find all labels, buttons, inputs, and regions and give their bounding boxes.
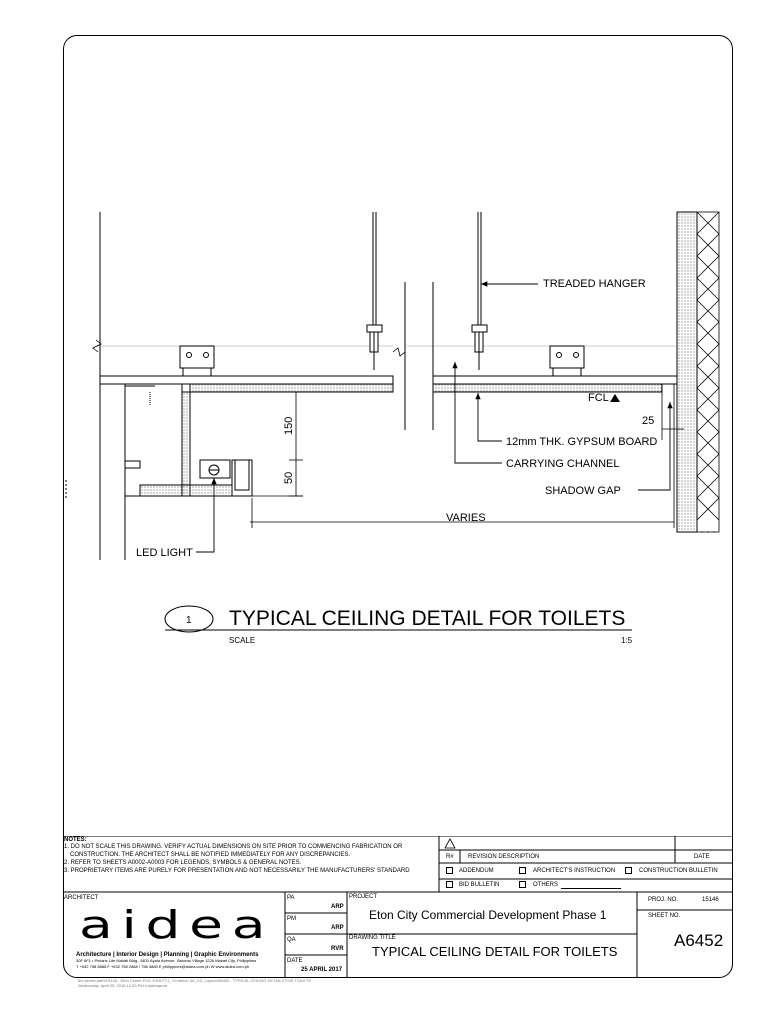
channel-clips bbox=[180, 346, 584, 376]
date-value: 25 APRIL 2017 bbox=[301, 967, 343, 973]
option-addendum: ADDENDUM bbox=[459, 868, 494, 874]
architect-contact: T +632 758 8888 F +632 758 2888 / 758 3889 E philippines@aidea.com.ph W www.aidea.com.ph bbox=[76, 964, 250, 969]
architect-label: ARCHITECT bbox=[64, 895, 99, 901]
detail-title-block bbox=[165, 606, 633, 645]
plot-timestamp-line: Wednesday, April 25, 2018 12:50 PM n.dalmapura bbox=[78, 983, 168, 988]
architect-tagline: Architecture | Interior Design | Planning | Graphic Environments bbox=[76, 952, 259, 958]
checkbox-bid-bulletin[interactable] bbox=[446, 881, 453, 888]
label-carrying-channel: CARRYING CHANNEL bbox=[506, 458, 620, 470]
project-name: Eton City Commercial Development Phase 1 bbox=[369, 908, 607, 922]
wall bbox=[677, 212, 719, 532]
dim-25: 25 bbox=[642, 415, 655, 427]
option-bid-bulletin: BID BULLETIN bbox=[459, 882, 500, 888]
qa-value: RVR bbox=[331, 946, 344, 952]
dim-150: 150 bbox=[283, 416, 295, 435]
fcl-marker-icon bbox=[610, 394, 620, 402]
aidea-logo: aidea bbox=[79, 903, 275, 947]
checkbox-construction-bulletin[interactable] bbox=[625, 867, 632, 874]
scale-label: SCALE bbox=[229, 636, 256, 645]
proj-no-label: PROJ. NO. bbox=[648, 897, 679, 903]
label-gypsum-board: 12mm THK. GYPSUM BOARD bbox=[506, 436, 658, 448]
notes-heading: NOTES: bbox=[64, 837, 87, 843]
file-path-line: the server path/15146 - Eton Center Ph1/ 2016 FT1_Y-Interior/ 46_CD_Layout/A6452 - TYPICAL CEILING DETAILS FOR TOILETS bbox=[78, 978, 312, 983]
proj-no-value: 15146 bbox=[702, 897, 719, 903]
note-line: 1. DO NOT SCALE THIS DRAWING. VERIFY ACTUAL DIMENSIONS ON SITE PRIOR TO COMMENCING FABRICATION OR bbox=[64, 844, 403, 850]
architect-address: 30F 6F1 • Pinlans Life Makati Bldg., 6811 Ayala Avenue, Salcedo Village 1226 Makati City, Philippines bbox=[76, 958, 257, 963]
file-path-footer bbox=[78, 978, 311, 988]
detail-title: TYPICAL CEILING DETAIL FOR TOILETS bbox=[229, 607, 626, 630]
checkbox-addendum[interactable] bbox=[446, 867, 453, 874]
sheet-no-label: SHEET NO. bbox=[648, 913, 681, 919]
scale-value: 1:5 bbox=[621, 636, 633, 645]
dimension-lines bbox=[250, 384, 684, 528]
sheet-no-value: A6452 bbox=[674, 931, 724, 950]
checkbox-architects-instruction[interactable] bbox=[519, 867, 526, 874]
qa-label: QA bbox=[287, 937, 296, 943]
threaded-hangers bbox=[367, 212, 487, 370]
dim-50: 50 bbox=[283, 471, 295, 484]
revision-col-number: R# bbox=[446, 854, 454, 860]
option-architects-instruction: ARCHITECT'S INSTRUCTION bbox=[533, 868, 616, 874]
label-varies: VARIES bbox=[446, 512, 486, 524]
revision-triangle-icon bbox=[445, 839, 455, 848]
option-construction-bulletin: CONSTRUCTION BULLETIN bbox=[639, 868, 718, 874]
drawing-title-label: DRAWING TITLE bbox=[349, 935, 396, 941]
pa-label: PA bbox=[287, 895, 295, 901]
label-treaded-hanger: TREADED HANGER bbox=[543, 278, 646, 290]
option-others: OTHERS bbox=[533, 882, 559, 888]
date-label: DATE bbox=[287, 958, 303, 964]
title-block bbox=[63, 836, 733, 978]
note-line: 3. PROPRIETARY ITEMS ARE PURELY FOR PRESENTATION AND NOT NECESSARILY THE MANUFACTURERS' STANDARD bbox=[64, 868, 410, 874]
gypsum-board bbox=[100, 376, 677, 392]
detail-number: 1 bbox=[186, 615, 192, 626]
others-fill-line bbox=[561, 888, 621, 889]
pa-value: ARP bbox=[331, 904, 344, 910]
pm-label: PM bbox=[287, 916, 296, 922]
label-shadow-gap: SHADOW GAP bbox=[545, 485, 621, 497]
label-fcl: FCL bbox=[588, 392, 609, 404]
project-label: PROJECT bbox=[349, 894, 378, 900]
left-partition-lines bbox=[66, 212, 125, 560]
revision-col-description: REVISION DESCRIPTION bbox=[468, 854, 540, 860]
note-line: 2. REFER TO SHEETS A0002-A0003 FOR LEGENDS, SYMBOLS & GENERAL NOTES. bbox=[64, 860, 302, 866]
label-led-light: LED LIGHT bbox=[136, 547, 193, 559]
light-cove bbox=[125, 384, 252, 496]
checkbox-others[interactable] bbox=[519, 881, 526, 888]
drawing-title: TYPICAL CEILING DETAIL FOR TOILETS bbox=[372, 944, 618, 959]
note-line: CONSTRUCTION. THE ARCHITECT SHALL BE NOTIFIED IMMEDIATELY FOR ANY DISCREPANCIES. bbox=[70, 852, 351, 858]
revision-col-date: DATE bbox=[694, 854, 710, 860]
pm-value: ARP bbox=[331, 925, 344, 931]
